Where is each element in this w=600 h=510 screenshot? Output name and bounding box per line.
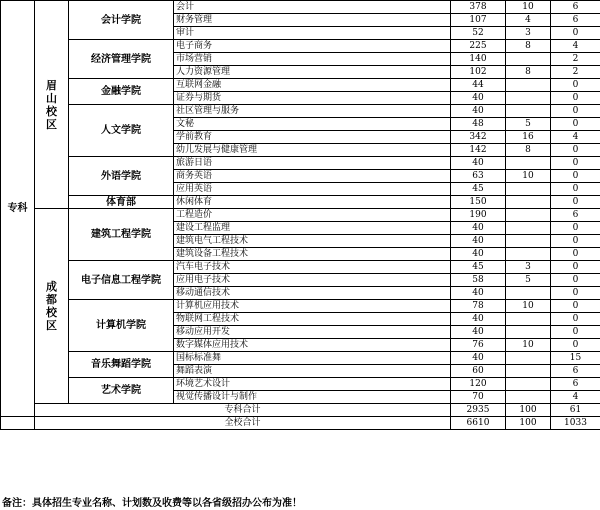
value-cell: 16 [506, 131, 551, 144]
value-cell: 342 [451, 131, 506, 144]
major-name: 国标标准舞 [174, 352, 451, 365]
value-cell: 0 [551, 261, 600, 274]
value-cell: 4 [551, 40, 600, 53]
major-name: 电子商务 [174, 40, 451, 53]
value-cell: 3 [506, 261, 551, 274]
value-cell: 40 [451, 352, 506, 365]
major-name: 计算机应用技术 [174, 300, 451, 313]
major-name: 证券与期货 [174, 92, 451, 105]
college-name: 体育部 [69, 196, 174, 209]
major-name: 应用电子技术 [174, 274, 451, 287]
value-cell [506, 53, 551, 66]
total-value: 2935 [451, 404, 506, 417]
value-cell [506, 313, 551, 326]
value-cell: 45 [451, 183, 506, 196]
major-name: 社区管理与服务 [174, 105, 451, 118]
value-cell: 10 [506, 300, 551, 313]
table-row [1, 352, 600, 365]
major-name: 汽车电子技术 [174, 261, 451, 274]
value-cell [506, 365, 551, 378]
major-name: 舞蹈表演 [174, 365, 451, 378]
value-cell: 40 [451, 235, 506, 248]
college-name: 外语学院 [69, 157, 174, 196]
total-value: 61 [551, 404, 600, 417]
value-cell: 0 [551, 183, 600, 196]
value-cell: 0 [551, 326, 600, 339]
value-cell [506, 287, 551, 300]
value-cell: 4 [551, 131, 600, 144]
value-cell: 225 [451, 40, 506, 53]
major-name: 环境艺术设计 [174, 378, 451, 391]
major-name: 应用英语 [174, 183, 451, 196]
value-cell: 0 [551, 274, 600, 287]
college-name: 艺术学院 [69, 378, 174, 404]
value-cell: 5 [506, 274, 551, 287]
table-row [1, 378, 600, 391]
value-cell: 6 [551, 1, 600, 14]
value-cell: 0 [551, 248, 600, 261]
value-cell: 0 [551, 313, 600, 326]
value-cell: 40 [451, 313, 506, 326]
value-cell: 6 [551, 365, 600, 378]
total-label: 全校合计 [35, 417, 451, 430]
major-name: 工程造价 [174, 209, 451, 222]
table-row [1, 300, 600, 313]
value-cell: 2 [551, 66, 600, 79]
value-cell: 58 [451, 274, 506, 287]
major-name: 幼儿发展与健康管理 [174, 144, 451, 157]
value-cell: 142 [451, 144, 506, 157]
value-cell [506, 248, 551, 261]
value-cell: 0 [551, 235, 600, 248]
table-row [1, 157, 600, 170]
value-cell: 0 [551, 144, 600, 157]
total-label: 专科合计 [35, 404, 451, 417]
value-cell: 10 [506, 1, 551, 14]
major-name: 互联网金融 [174, 79, 451, 92]
level-cell: 专科 [1, 1, 35, 417]
value-cell: 60 [451, 365, 506, 378]
major-name: 市场营销 [174, 53, 451, 66]
major-name: 建筑电气工程技术 [174, 235, 451, 248]
college-name: 金融学院 [69, 79, 174, 105]
value-cell: 40 [451, 222, 506, 235]
campus-cell [35, 209, 69, 404]
value-cell: 76 [451, 339, 506, 352]
value-cell: 140 [451, 53, 506, 66]
value-cell: 0 [551, 196, 600, 209]
major-name: 文秘 [174, 118, 451, 131]
major-name: 旅游日语 [174, 157, 451, 170]
value-cell: 8 [506, 144, 551, 157]
value-cell: 40 [451, 326, 506, 339]
value-cell: 6 [551, 14, 600, 27]
college-name: 人文学院 [69, 105, 174, 157]
value-cell: 190 [451, 209, 506, 222]
major-name: 审计 [174, 27, 451, 40]
value-cell: 0 [551, 170, 600, 183]
value-cell: 0 [551, 27, 600, 40]
value-cell: 0 [551, 339, 600, 352]
campus-cell [35, 1, 69, 209]
value-cell: 0 [551, 300, 600, 313]
value-cell: 63 [451, 170, 506, 183]
college-name: 会计学院 [69, 1, 174, 40]
value-cell [506, 79, 551, 92]
value-cell: 3 [506, 27, 551, 40]
table-row [1, 79, 600, 92]
table-row [1, 1, 600, 14]
major-name: 移动通信技术 [174, 287, 451, 300]
value-cell: 52 [451, 27, 506, 40]
value-cell: 6 [551, 209, 600, 222]
value-cell [506, 222, 551, 235]
value-cell: 44 [451, 79, 506, 92]
college-name: 计算机学院 [69, 300, 174, 352]
major-name: 移动应用开发 [174, 326, 451, 339]
value-cell: 40 [451, 248, 506, 261]
value-cell: 10 [506, 339, 551, 352]
table-row [1, 105, 600, 118]
value-cell: 4 [506, 14, 551, 27]
value-cell: 0 [551, 287, 600, 300]
value-cell: 40 [451, 287, 506, 300]
value-cell: 2 [551, 53, 600, 66]
total-value: 100 [506, 417, 551, 430]
value-cell: 8 [506, 66, 551, 79]
major-name: 视觉传播设计与制作 [174, 391, 451, 404]
value-cell: 0 [551, 105, 600, 118]
footnote: 备注：具体招生专业名称、计划数及收费等以各省级招办公布为准！ [2, 498, 302, 509]
major-name: 建筑设备工程技术 [174, 248, 451, 261]
value-cell: 4 [551, 391, 600, 404]
value-cell: 8 [506, 40, 551, 53]
value-cell: 15 [551, 352, 600, 365]
major-name: 会计 [174, 1, 451, 14]
major-name: 物联网工程技术 [174, 313, 451, 326]
value-cell [506, 209, 551, 222]
blank-cell [1, 417, 35, 430]
value-cell: 120 [451, 378, 506, 391]
major-name: 建设工程监理 [174, 222, 451, 235]
value-cell [506, 235, 551, 248]
value-cell: 0 [551, 157, 600, 170]
value-cell: 378 [451, 1, 506, 14]
value-cell: 0 [551, 79, 600, 92]
college-name: 建筑工程学院 [69, 209, 174, 261]
table-row [1, 196, 600, 209]
major-name: 休闲体育 [174, 196, 451, 209]
value-cell [506, 92, 551, 105]
total-value: 6610 [451, 417, 506, 430]
value-cell: 0 [551, 92, 600, 105]
major-name: 人力资源管理 [174, 66, 451, 79]
college-name: 经济管理学院 [69, 40, 174, 79]
major-name: 数字媒体应用技术 [174, 339, 451, 352]
value-cell [506, 352, 551, 365]
value-cell [506, 196, 551, 209]
total-value: 100 [506, 404, 551, 417]
total-row [1, 404, 600, 417]
total-value: 1033 [551, 417, 600, 430]
value-cell [506, 391, 551, 404]
value-cell: 6 [551, 378, 600, 391]
value-cell: 10 [506, 170, 551, 183]
major-name: 学前教育 [174, 131, 451, 144]
total-row [1, 417, 600, 430]
table-row [1, 40, 600, 53]
value-cell [506, 326, 551, 339]
value-cell: 70 [451, 391, 506, 404]
campus-name: 成都校区 [46, 280, 57, 332]
value-cell [506, 157, 551, 170]
value-cell: 0 [551, 222, 600, 235]
value-cell [506, 378, 551, 391]
major-name: 商务英语 [174, 170, 451, 183]
value-cell: 48 [451, 118, 506, 131]
value-cell: 102 [451, 66, 506, 79]
campus-name: 眉山校区 [46, 78, 57, 131]
college-name: 电子信息工程学院 [69, 261, 174, 300]
table-row [1, 261, 600, 274]
value-cell: 45 [451, 261, 506, 274]
value-cell: 150 [451, 196, 506, 209]
major-name: 财务管理 [174, 14, 451, 27]
value-cell: 40 [451, 92, 506, 105]
value-cell: 40 [451, 157, 506, 170]
value-cell [506, 183, 551, 196]
value-cell: 78 [451, 300, 506, 313]
value-cell: 0 [551, 118, 600, 131]
value-cell: 5 [506, 118, 551, 131]
value-cell [506, 105, 551, 118]
value-cell: 107 [451, 14, 506, 27]
college-name: 音乐舞蹈学院 [69, 352, 174, 378]
table-row [1, 209, 600, 222]
value-cell: 40 [451, 105, 506, 118]
